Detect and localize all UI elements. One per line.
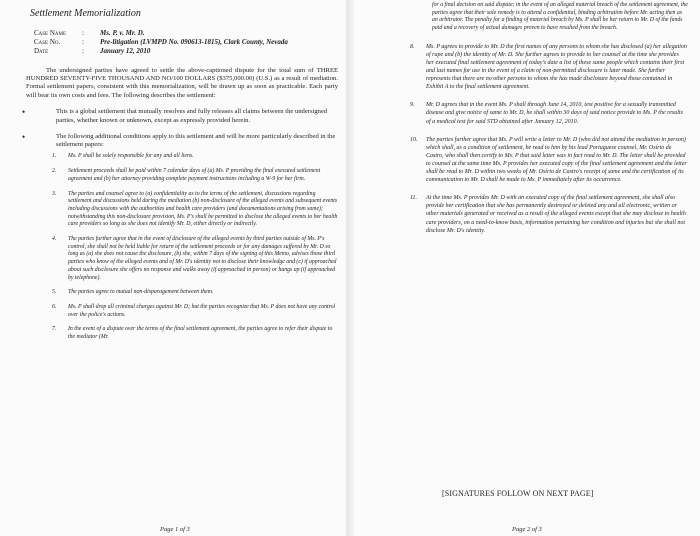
condition-number: 9. bbox=[410, 102, 415, 109]
condition-item bbox=[52, 289, 340, 297]
condition-number: 6. bbox=[52, 303, 57, 310]
bullet-global-settlement bbox=[22, 108, 340, 125]
page-2 bbox=[354, 0, 700, 536]
page-1 bbox=[0, 0, 346, 536]
condition-number: 5. bbox=[52, 289, 57, 296]
condition-text: Settlement proceeds shall be paid within 7 calendar days of (a) Ms. P providing the final executed settlement agreement and (b) her attorney providing complete payment instructions including a W-9 for her firm. bbox=[68, 168, 321, 182]
case-caption bbox=[34, 29, 340, 57]
condition-text: Ms. P shall drop all criminal charges against Mr. D; but the parties recognize that Ms. P does not have any control over the police's actions. bbox=[68, 303, 336, 318]
condition-number: 2. bbox=[52, 168, 57, 175]
condition-text: Mr. D agrees that in the event Ms. P shall through June 14, 2010, test positive for a sexually transmitted disease and give notice of same to Mr. D, he shall within 30 days of said notice provide to Ms. P the results of a medical test for said STD obtained after January 12, 2010. bbox=[426, 102, 683, 125]
bullet-text: This is a global settlement that mutually resolves and fully releases all claims between the undersigned parties, whether known or unknown, except as expressly provided herein. bbox=[56, 108, 328, 124]
caption-colon: : bbox=[82, 29, 84, 37]
condition-item bbox=[52, 304, 340, 319]
caption-colon: : bbox=[82, 38, 84, 47]
caption-label: Date bbox=[34, 47, 49, 56]
condition-item bbox=[410, 101, 688, 125]
condition-item bbox=[52, 153, 340, 161]
caption-case-name bbox=[34, 29, 340, 38]
condition-number: 7. bbox=[52, 326, 57, 333]
condition-text: The parties further agree that Ms. P will write a letter to Mr. D (who did not attend the mediation in person) which shall, as a condition of settlement, be read to him by his lead Portuguese counsel, Mr. Osírio de Castro, who shall then certify to Ms. P that said letter was in fact read to Mr. D. The letter shall be provided to counsel at the same time Ms. P provides her executed copy of the final settlement agreement and the letter shall be read to Mr. D within two weeks of Mr. Osírio de Castro's receipt of same and the certification of its communication to Mr. D shall be made to Ms. P immediately after its occurrence. bbox=[426, 136, 687, 184]
conditions-list-continued bbox=[410, 43, 688, 235]
condition-number: 10. bbox=[410, 136, 418, 143]
bullet-text: The following additional conditions apply to this settlement and will be more particularly described in the settlement papers: bbox=[56, 132, 336, 149]
condition-item bbox=[410, 136, 688, 185]
caption-value: January 12, 2010 bbox=[100, 47, 151, 56]
bullet-additional-conditions bbox=[22, 133, 340, 150]
caption-date bbox=[34, 47, 340, 56]
caption-label: Case No. bbox=[34, 38, 61, 47]
page-number: Page 2 of 3 bbox=[512, 526, 542, 533]
condition-item bbox=[52, 326, 340, 341]
condition-text: In the event of a dispute over the terms of the final settlement agreement, the parties agree to refer their dispute to the mediator (Mr. bbox=[68, 326, 333, 341]
caption-colon: : bbox=[82, 47, 84, 56]
condition-item bbox=[52, 236, 340, 282]
signature-notice: [SIGNATURES FOLLOW ON NEXT PAGE] bbox=[442, 489, 594, 498]
condition-number: 8. bbox=[410, 43, 415, 50]
page-gutter bbox=[346, 0, 354, 536]
intro-paragraph: The undersigned parties have agreed to settle the above-captioned dispute for the total sum of THREE HUNDRED SEVENTY-FIVE THOUSAND AND NO/100 DOLLARS ($375,000.00) (U.S.) as a result of mediation. Formal settlement papers, consistent with this memorialization, will be drawn up as soon as practicable. Each party will bear its own costs and fees. The following describes the settlement: bbox=[26, 66, 338, 99]
document-title: Settlement Memorialization bbox=[30, 8, 141, 19]
condition-number: 4. bbox=[52, 236, 57, 243]
caption-value: Ms. P. v. Mr. D. bbox=[100, 29, 145, 37]
caption-case-number bbox=[34, 38, 340, 47]
condition-item bbox=[52, 191, 340, 230]
condition-text: The parties and counsel agree to (a) confidentiality as to the terms of the settlement, discussions regarding settlement and discussions held during the mediation (b) non-disclosure of the alleged events and subsequent events including discussions with the authorities and health care providers (and documentations arising from same); notwithstanding this non-disclosure provision, Ms. P's shall be permitted to disclose the alleged events to her health care providers so long as she does not identify Mr. D, either directly or indirectly. bbox=[68, 190, 338, 228]
condition-text: The parties further agree that in the event of disclosure of the alleged events by third parties outside of Ms. P's control, she shall not be held liable for return of the settlement proceeds or for any damages suffered by Mr. D so long as (a) she does not cause the disclosure, (b) she, within 7 days of the signing of this Memo, advises those third parties who know of the alleged events and of Mr. D's identity not to disclose their knowledge and (c) if approached about such disclosure she offers no response and walks away (if approached in person) or hangs up (if approached by telephone). bbox=[68, 236, 337, 281]
condition-text: At the time Ms. P provides Mr. D with an executed copy of the final settlement agreement, she shall also provide her certification that she has permanently destroyed or deleted any and all electronic, written or other materials generated or received as a result of the alleged events except that she may disclose to health care providers, on a need-to-know basis, information pertaining her condition and injuries but she shall not disclose Mr. D's identity. bbox=[426, 195, 686, 234]
condition-item bbox=[410, 194, 688, 234]
condition-text: Ms. P agrees to provide to Mr. D the first names of any persons to whom she has disclosed (a) her allegation of rape and (b) the identity of Mr. D. She further agrees to provide to her counsel at the time she provides her executed final settlement agreement of today's date a list of these same people which contains their first and last names for use in the event of a claim of non-permitted disclosure is later made. She further represents that there are no other persons to whom she has made disclosure beyond those contained in Exhibit A to the final settlement agreement. bbox=[426, 43, 687, 91]
condition-text: The parties agree to mutual non-disparagement between them. bbox=[68, 289, 214, 296]
condition-item bbox=[52, 168, 340, 183]
bullet-mark: • bbox=[22, 131, 26, 142]
caption-value: Pre-litigation (LVMPD No. 090613-1815), Clark County, Nevada bbox=[100, 38, 288, 47]
condition-number: 11. bbox=[410, 195, 418, 202]
condition-number: 3. bbox=[52, 190, 57, 197]
condition-continuation: for a final decision on said dispute; in the event of an alleged material breach of the settlement agreement, the parties agree that their sole remedy is to attend a confidential, binding arbitration before Mr. acting then as an arbitrator. The penalty for a finding of material breach by Ms. P shall be her return to Mr. D of the funds paid and a recovery of actual damages proven to have resulted from the breach. bbox=[432, 2, 688, 32]
condition-item bbox=[410, 43, 688, 92]
conditions-list bbox=[52, 153, 340, 341]
bullet-mark: • bbox=[22, 107, 26, 118]
condition-number: 1. bbox=[52, 153, 57, 160]
caption-label: Case Name bbox=[34, 29, 67, 37]
page-number: Page 1 of 3 bbox=[160, 526, 190, 533]
condition-text: Ms. P shall be solely responsible for any and all liens. bbox=[68, 153, 194, 160]
